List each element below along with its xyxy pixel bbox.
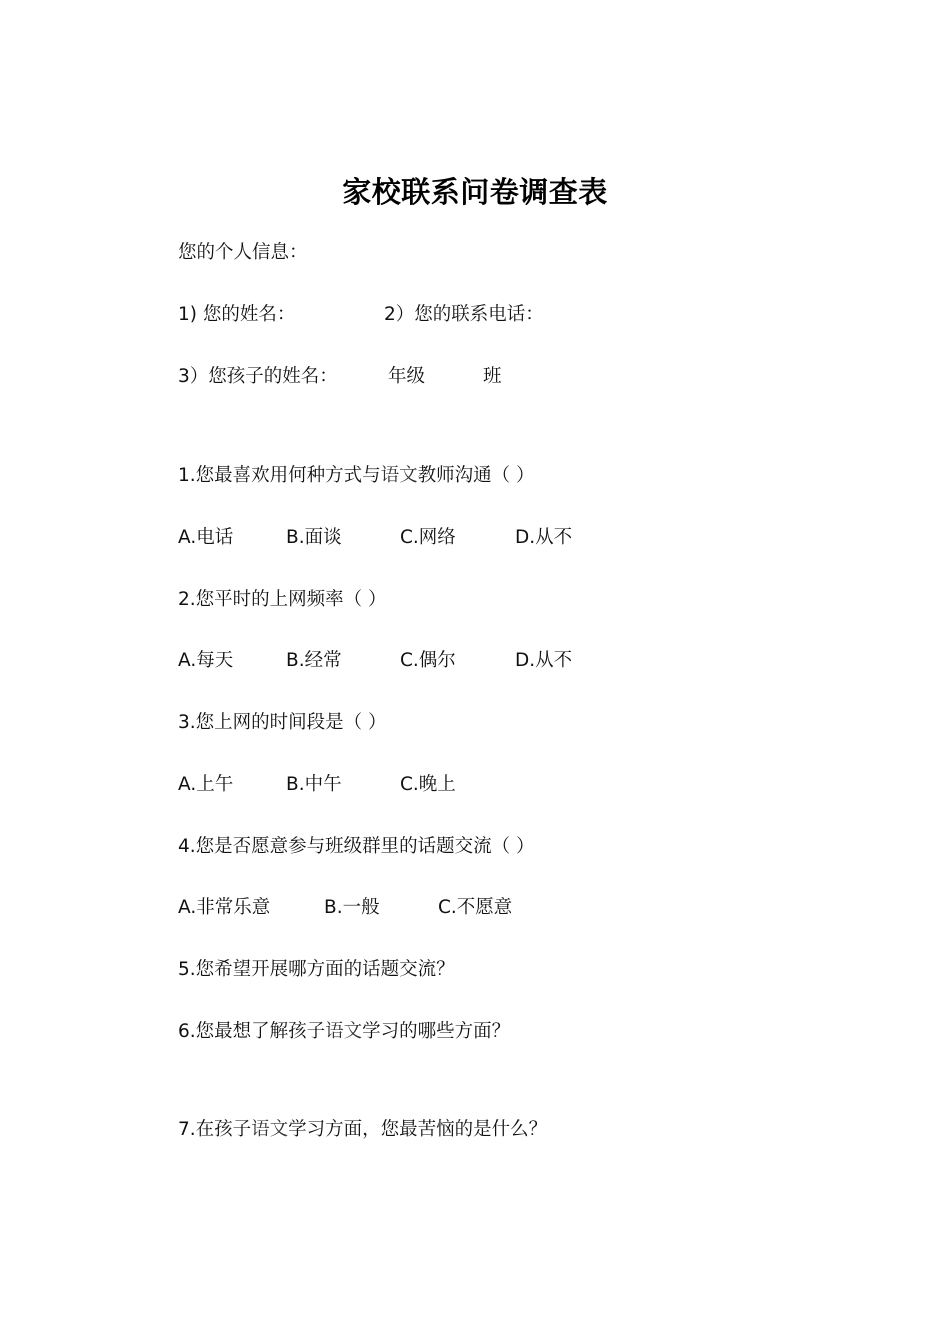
question-2: 2.您平时的上网频率（ ） xyxy=(178,589,387,610)
subject-word: 语文 xyxy=(251,1119,289,1140)
subject-word: 语文 xyxy=(380,465,418,486)
phone-label: 2）您的联系电话： xyxy=(384,304,544,325)
question-text: 教师沟通（ ） xyxy=(417,465,535,486)
option-a: A.上午 xyxy=(178,774,234,795)
question-text: 学习方面，您最苦恼的是什么？ xyxy=(288,1119,548,1140)
personal-info-heading: 您的个人信息： xyxy=(178,242,308,263)
page-title: 家校联系问卷调查表 xyxy=(342,175,608,209)
option-d: D.从不 xyxy=(515,527,573,548)
option-c: C.晚上 xyxy=(400,774,456,795)
question-1 xyxy=(178,463,535,489)
option-a: A.电话 xyxy=(178,527,234,548)
question-5: 5.您希望开展哪方面的话题交流？ xyxy=(178,959,455,980)
question-3: 3.您上网的时间段是（ ） xyxy=(178,712,387,733)
option-a: A.每天 xyxy=(178,650,234,671)
option-c: C.网络 xyxy=(400,527,456,548)
option-c: C.偶尔 xyxy=(400,650,456,671)
child-name-label: 3）您孩子的姓名： xyxy=(178,366,338,387)
grade-label: 年级 xyxy=(388,366,426,387)
option-b: B.经常 xyxy=(286,650,342,671)
name-label: 1) 您的姓名： xyxy=(178,304,296,325)
option-b: B.中午 xyxy=(286,774,342,795)
option-a: A.非常乐意 xyxy=(178,897,271,918)
option-b: B.一般 xyxy=(324,897,380,918)
option-b: B.面谈 xyxy=(286,527,342,548)
subject-word: 语文 xyxy=(325,1021,363,1042)
option-c: C.不愿意 xyxy=(438,897,513,918)
question-4: 4.您是否愿意参与班级群里的话题交流（ ） xyxy=(178,836,535,857)
class-label: 班 xyxy=(483,366,502,387)
question-text: 6.您最想了解孩子 xyxy=(178,1021,326,1042)
question-text: 学习的哪些方面？ xyxy=(362,1021,511,1042)
question-text: 7.在孩子 xyxy=(178,1119,252,1140)
question-text: 1.您最喜欢用何种方式与 xyxy=(178,465,381,486)
question-7 xyxy=(178,1117,547,1143)
option-d: D.从不 xyxy=(515,650,573,671)
question-6 xyxy=(178,1019,510,1045)
